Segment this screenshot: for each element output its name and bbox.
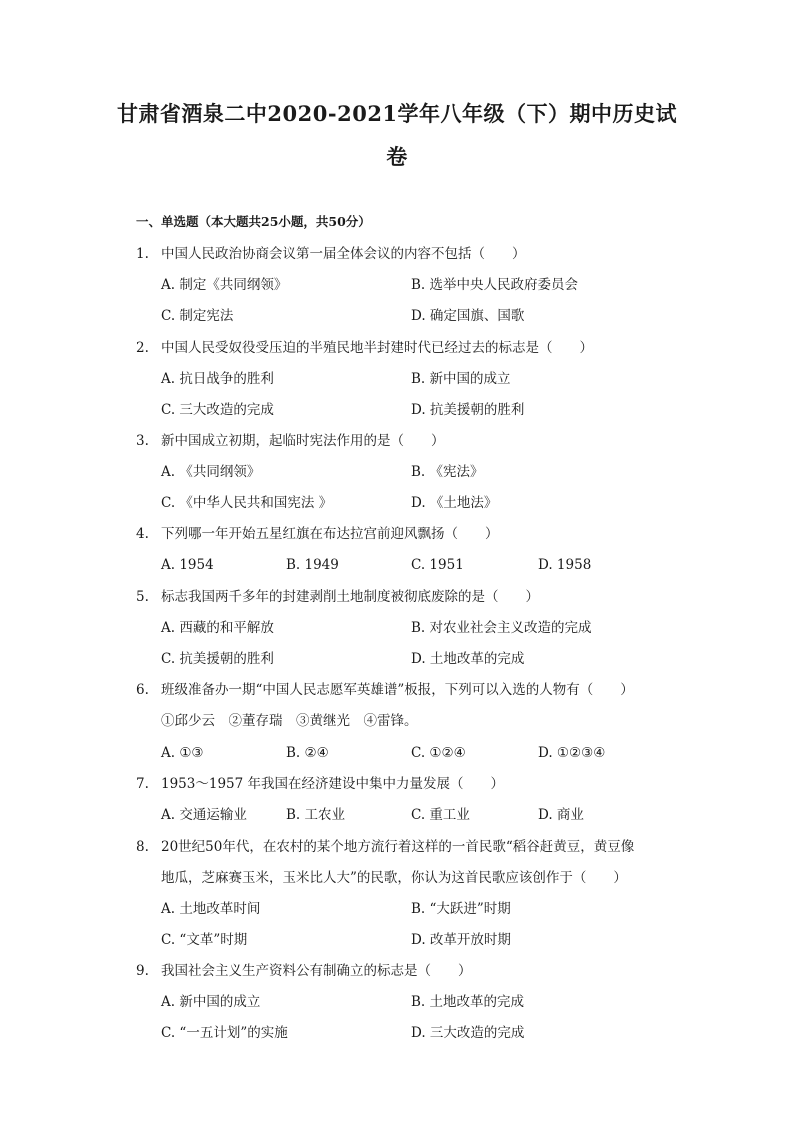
exam-title-line-1: 甘肃省酒泉二中2020-2021学年八年级（下）期中历史试: [116, 101, 678, 126]
option-a: A. 西藏的和平解放: [161, 620, 274, 636]
option-c: C. “一五计划”的实施: [161, 1025, 288, 1041]
question-stem: 我国社会主义生产资料公有制确立的标志是（ ）: [161, 963, 472, 979]
option-b: B. 工农业: [286, 807, 346, 823]
question-stem: 新中国成立初期，起临时宪法作用的是（ ）: [161, 433, 445, 449]
question-stem: 标志我国两千多年的封建剥削土地制度被彻底废除的是（ ）: [161, 589, 539, 605]
question-number: 5.: [136, 589, 149, 605]
option-d: D. ①②③④: [538, 745, 606, 761]
option-b: B. 《宪法》: [411, 464, 484, 480]
option-a: A. 土地改革时间: [161, 901, 261, 917]
question-number: 3.: [136, 433, 149, 449]
option-a: A. 交通运输业: [161, 807, 247, 823]
option-a: A. 《共同纲领》: [161, 464, 261, 480]
question-stem: 班级准备办一期“中国人民志愿军英雄谱”板报，下列可以入选的人物有（ ）: [161, 682, 634, 698]
option-b: B. 新中国的成立: [411, 371, 511, 387]
question-stem-continued: 地瓜，芝麻赛玉米，玉米比人大”的民歌，你认为这首民歌应该创作于（ ）: [161, 870, 627, 886]
option-d: D. 《土地法》: [411, 495, 498, 511]
option-a: A. 新中国的成立: [161, 994, 261, 1010]
option-d: D. 1958: [538, 557, 592, 573]
option-b: B. 1949: [286, 557, 339, 573]
question-number: 2.: [136, 340, 149, 356]
option-b: B. ②④: [286, 745, 329, 761]
option-b: B. 选举中央人民政府委员会: [411, 277, 579, 293]
question-number: 7.: [136, 776, 149, 792]
option-a: A. 1954: [161, 557, 214, 573]
question-number: 8.: [136, 839, 149, 855]
question-number: 4.: [136, 526, 149, 542]
option-d: D. 三大改造的完成: [411, 1025, 525, 1041]
option-c: C. 重工业: [411, 807, 470, 823]
option-a: A. 制定《共同纲领》: [161, 277, 288, 293]
option-a: A. ①③: [161, 745, 204, 761]
option-c: C. 《中华人民共和国宪法 》: [161, 495, 333, 511]
option-c: C. 抗美援朝的胜利: [161, 651, 274, 667]
question-stem: 中国人民受奴役受压迫的半殖民地半封建时代已经过去的标志是（ ）: [161, 340, 593, 356]
option-b: B. 对农业社会主义改造的完成: [411, 620, 592, 636]
question-number: 9.: [136, 963, 149, 979]
option-d: D. 抗美援朝的胜利: [411, 402, 525, 418]
option-c: C. ①②④: [411, 745, 466, 761]
option-c: C. 三大改造的完成: [161, 402, 274, 418]
option-a: A. 抗日战争的胜利: [161, 371, 274, 387]
question-number: 1.: [136, 246, 149, 262]
question-stem: 下列哪一年开始五星红旗在布达拉宫前迎风飘扬（ ）: [161, 526, 499, 542]
question-stem: 1953～1957 年我国在经济建设中集中力量发展（ ）: [161, 776, 505, 792]
option-d: D. 确定国旗、国歌: [411, 308, 525, 324]
exam-title-line-2: 卷: [386, 144, 408, 169]
option-b: B. 土地改革的完成: [411, 994, 525, 1010]
question-stem-continued: ①邱少云 ②董存瑞 ③黄继光 ④雷锋。: [161, 713, 418, 729]
option-b: B. “大跃进”时期: [411, 901, 511, 917]
option-d: D. 商业: [538, 807, 584, 823]
option-d: D. 改革开放时期: [411, 932, 511, 948]
section-heading: 一、单选题（本大题共25小题，共50分）: [136, 214, 371, 229]
option-c: C. 制定宪法: [161, 308, 234, 324]
option-c: C. “文革”时期: [161, 932, 248, 948]
option-c: C. 1951: [411, 557, 464, 573]
option-d: D. 土地改革的完成: [411, 651, 525, 667]
question-stem: 20世纪50年代，在农村的某个地方流行着这样的一首民歌“稻谷赶黄豆，黄豆像: [161, 839, 635, 855]
question-number: 6.: [136, 682, 149, 698]
question-stem: 中国人民政治协商会议第一届全体会议的内容不包括（ ）: [161, 246, 526, 262]
